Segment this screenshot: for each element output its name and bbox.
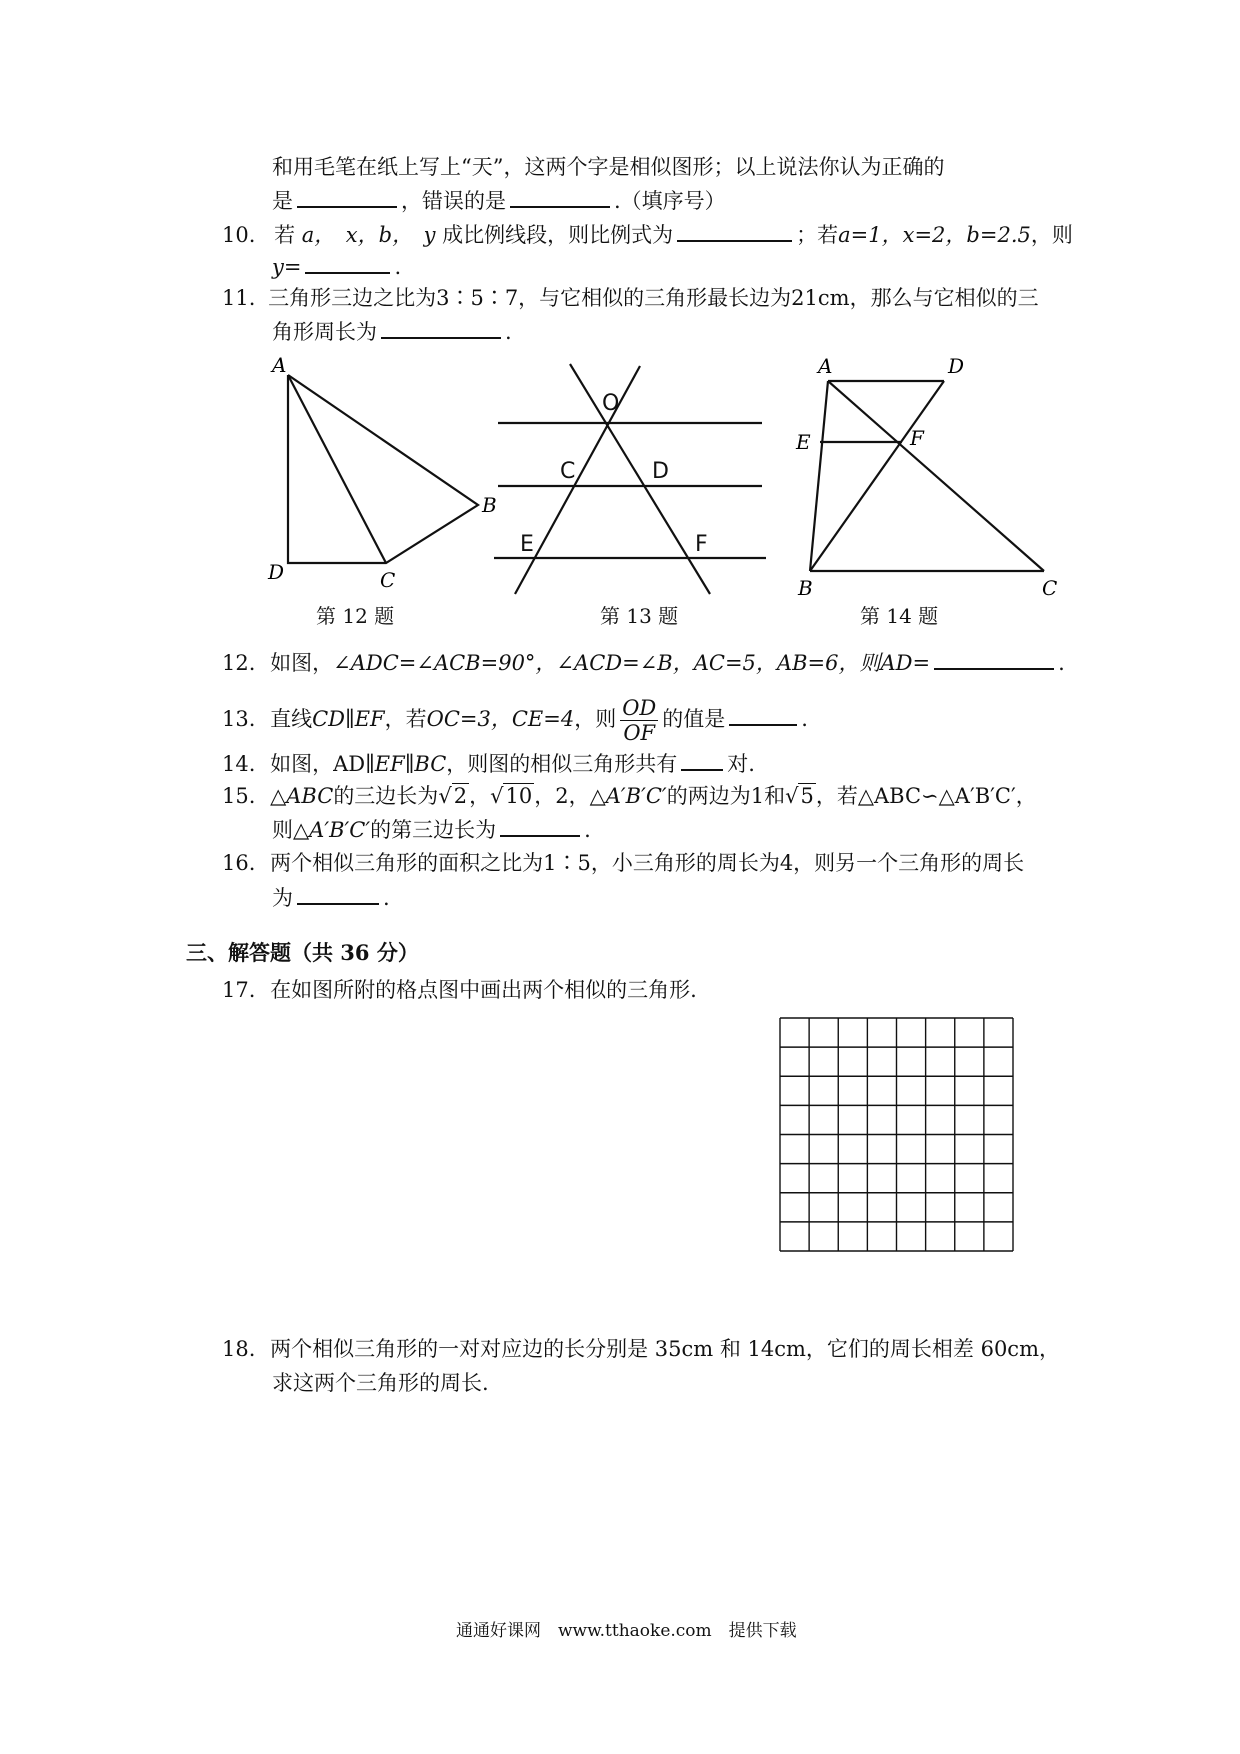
q16-line2: 为 .: [272, 881, 390, 913]
fig12-label-A: A: [272, 355, 287, 377]
q9-line1: 和用毛笔在纸上写上“天”，这两个字是相似图形；以上说法你认为正确的: [272, 155, 945, 179]
fraction-OD-OF: $\frac{OD}{OF}$: [622, 696, 657, 745]
fig14-segment-DB: [810, 381, 944, 571]
fig12-quadrilateral: [288, 375, 478, 563]
sqrt-10: √10: [490, 784, 533, 808]
fig14-label-B: B: [798, 576, 813, 600]
fig14-label-C: C: [1042, 576, 1058, 600]
q11-line1: 11. 三角形三边之比为3∶5∶7，与它相似的三角形最长边为21cm，那么与它相似的三: [222, 283, 1039, 313]
answer-blank[interactable]: [381, 315, 501, 339]
fig13-line-ODF: [570, 364, 710, 594]
q9-line2: 是 ，错误的是 .（填序号）: [272, 184, 726, 216]
answer-blank[interactable]: [681, 747, 723, 771]
fig14-caption: 第 14 题: [860, 604, 939, 628]
question-number: 13.: [222, 707, 256, 731]
fig12-label-C: C: [380, 568, 396, 592]
q18-line1: 18. 两个相似三角形的一对对应边的长分别是 35cm 和 14cm，它们的周长相差 60cm，: [222, 1334, 1060, 1364]
q18-line2: 求这两个三角形的周长.: [272, 1371, 489, 1395]
footer-credit: 通通好课网 www.tthaoke.com 提供下载: [456, 1621, 797, 1641]
fig13-caption: 第 13 题: [600, 604, 679, 628]
fig13-label-E: E: [520, 532, 534, 557]
fig12-label-D: D: [268, 560, 285, 584]
q14: 14. 如图，AD∥EF∥BC，则图的相似三角形共有 对.: [222, 747, 755, 779]
q15-line2: 则△A′B′C′的第三边长为 .: [272, 813, 591, 845]
fig14-segment-AC: [828, 381, 1044, 571]
fig12-label-B: B: [482, 493, 497, 517]
question-number: 10.: [222, 223, 256, 247]
fig14-segment-AB: [810, 381, 828, 571]
fig13-label-D: D: [652, 459, 669, 484]
q13: 13. 直线CD∥EF，若OC=3，CE=4，则 $\frac{OD}{OF}$ 的值是 .: [222, 696, 808, 745]
answer-blank[interactable]: [729, 702, 797, 726]
question-number: 15.: [222, 784, 256, 808]
answer-blank[interactable]: [305, 250, 390, 274]
answer-blank[interactable]: [297, 881, 379, 905]
fig14-label-E: E: [796, 430, 811, 454]
answer-blank[interactable]: [934, 646, 1054, 670]
q15-line1: 15. △ABC的三边长为√2，√10，2，△A′B′C′的两边为1和√5，若△ABC∽△A′B′C′，: [222, 781, 1037, 811]
fig14-label-A: A: [818, 355, 833, 378]
fig13-label-O: O: [602, 391, 620, 416]
q10-line1: 10. 若 a， x，b， y 成比例线段，则比例式为 ；若a=1，x=2，b=2.5，则: [222, 218, 1073, 250]
sqrt-5: √5: [785, 784, 814, 808]
question-number: 17.: [222, 978, 256, 1002]
question-number: 12.: [222, 651, 256, 675]
fig13-label-C: C: [560, 459, 576, 484]
question-number: 18.: [222, 1337, 256, 1361]
fig13-line-OCE: [515, 366, 640, 594]
figure-14: [790, 355, 1070, 600]
answer-blank[interactable]: [297, 184, 397, 208]
fig14-label-F: F: [910, 426, 924, 450]
answer-blank[interactable]: [677, 218, 792, 242]
fig12-segment-AC: [288, 375, 386, 563]
q11-line2: 角形周长为 .: [272, 315, 512, 347]
fig14-label-D: D: [948, 355, 965, 378]
q12: 12. 如图，∠ADC=∠ACB=90°，∠ACD=∠B，AC=5，AB=6，则AD= .: [222, 646, 1065, 678]
figure-12: [260, 355, 510, 595]
q17: 17. 在如图所附的格点图中画出两个相似的三角形.: [222, 975, 697, 1005]
dot-grid[interactable]: [778, 1016, 1016, 1256]
fig13-label-F: F: [695, 532, 708, 557]
q16-line1: 16. 两个相似三角形的面积之比为1∶5，小三角形的周长为4，则另一个三角形的周长: [222, 848, 1024, 878]
figure-13: [490, 358, 780, 598]
fig12-caption: 第 12 题: [316, 604, 395, 628]
question-number: 14.: [222, 752, 256, 776]
answer-blank[interactable]: [510, 184, 610, 208]
q10-line2: y= .: [272, 250, 401, 282]
question-number: 11.: [222, 286, 256, 310]
question-number: 16.: [222, 851, 256, 875]
answer-blank[interactable]: [500, 813, 580, 837]
sqrt-2: √2: [438, 784, 468, 808]
section-heading: 三、解答题（共 36 分）: [186, 940, 419, 965]
